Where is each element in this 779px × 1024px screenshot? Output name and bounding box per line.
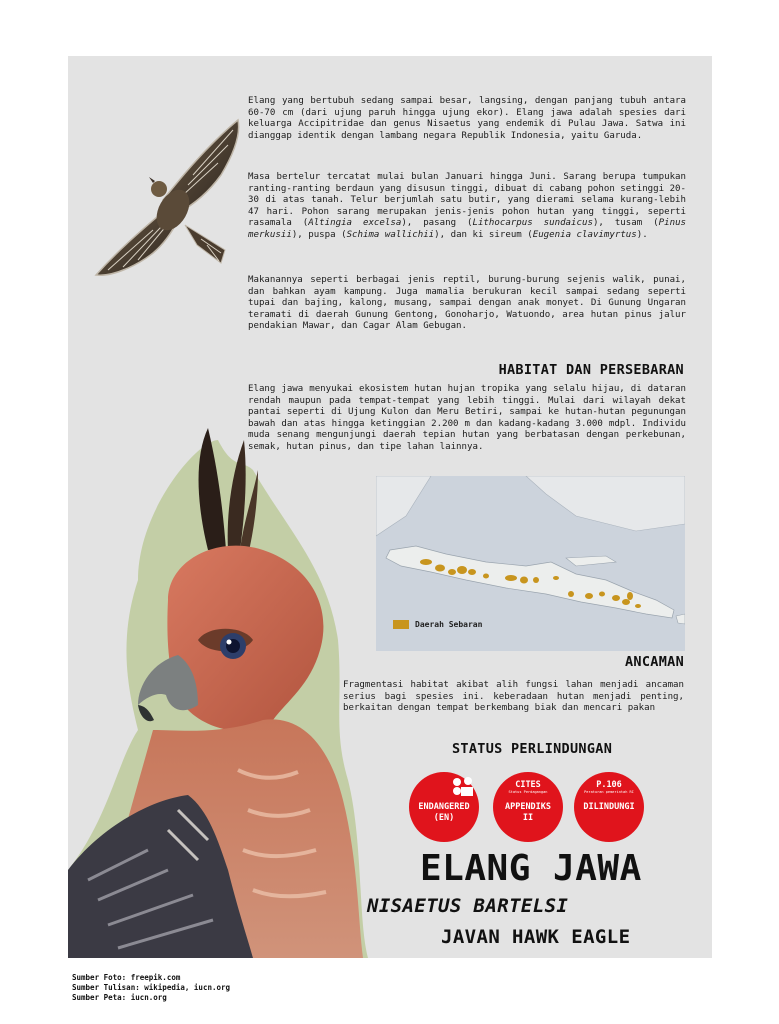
- cites-status-line-2: II: [522, 813, 534, 823]
- map-legend: [393, 620, 482, 629]
- regulation-title: P.106: [596, 780, 622, 790]
- species-name: Eugenia clavimyrtus: [532, 229, 637, 240]
- eagle-portrait-image: [58, 400, 388, 958]
- iucn-status-line-2: (EN): [433, 813, 455, 823]
- species-name: Pinus merkusii: [248, 218, 687, 240]
- intro-paragraph-breeding: [248, 172, 686, 242]
- cites-status-line-1: APPENDIKS: [504, 802, 552, 812]
- species-title: ELANG JAWA: [420, 848, 642, 889]
- regulation-subtitle: Peraturan pemerintah RI: [584, 790, 634, 794]
- text-source: Sumber Tulisan: wikipedia, iucn.org: [72, 983, 231, 992]
- breeding-text: ), puspa (: [291, 229, 347, 240]
- breeding-text: ), pasang (: [401, 218, 473, 229]
- habitat-paragraph: Elang jawa menyukai ekosistem hutan hujan tropika yang selalu hijau, di dataran rendah maupun pada tempat-tempat yang lebih tinggi. Mulai dari wilayah dekat pantai seperti di Ujung Kulon dan Meru Betiri, sampai ke hutan-hutan pegunungan bawah dan atas hingga ketinggian 2.200 m dan kadang-kadang 3.000 mdpl. Individu muda senang mengunjungi daerah tepian hutan yang berbatasan dengan perkebunan, semak, hutan pinus, dan tipe lahan lainnya.: [248, 384, 686, 452]
- threat-paragraph: Fragmentasi habitat akibat alih fungsi lahan menjadi ancaman serius bagi spesies ini. keberadaan hutan menjadi penting, berkaitan dengan tempat berkembang biak dan mencari pakan: [343, 680, 684, 714]
- species-name: Altingia excelsa: [308, 218, 402, 229]
- breeding-text: ), tusam (: [592, 218, 659, 229]
- cites-title: CITES: [515, 780, 541, 790]
- species-name: Schima wallichii: [346, 229, 435, 240]
- regulation-status-label: [574, 802, 644, 813]
- regulation-status-badge: [574, 772, 644, 842]
- breeding-text: Masa bertelur tercatat mulai bulan Januari hingga Juni. Sarang berupa tumpukan ranting-ranting berdaun yang disusun tinggi, dibuat di cabang pohon setinggi 20-30 di atas tanah. Telur berjumlah satu butir, yang dierami selama kurang-lebih 47 hari. Pohon sarang merupakan jenis-jenis pohon hutan yang tinggi, seperti rasamala (: [248, 172, 686, 229]
- legend-label: Daerah Sebaran: [415, 620, 483, 629]
- flying-eagle-image: [93, 115, 245, 280]
- scientific-name: NISAETUS BARTELSI: [367, 895, 569, 917]
- iucn-red-list-logo: [452, 776, 474, 798]
- iucn-status-line-1: ENDANGERED: [418, 802, 470, 812]
- cites-status-badge: [493, 772, 563, 842]
- cites-status-label: [493, 802, 563, 824]
- habitat-heading: HABITAT DAN PERSEBARAN: [498, 362, 684, 378]
- map-source: Sumber Peta: iucn.org: [72, 993, 167, 1002]
- species-name: Lithocarpus sundaicus: [472, 218, 593, 229]
- intro-paragraph-description: Elang yang bertubuh sedang sampai besar, langsing, dengan panjang tubuh antara 60-70 cm (dari ujung paruh hingga ujung ekor). Elang jawa adalah spesies dari keluarga Accipitridae dan genus Nisaetus yang endemik di Pulau Jawa. Satwa ini dianggap identik dengan lambang negara Republik Indonesia, yaitu Garuda.: [248, 96, 686, 141]
- iucn-status-label: [409, 802, 479, 824]
- legend-swatch: [393, 620, 409, 629]
- source-credits: [72, 973, 230, 1003]
- breeding-text: ).: [636, 229, 648, 240]
- cites-subtitle: Status Perdagangan: [508, 790, 548, 794]
- intro-paragraph-diet: Makanannya seperti berbagai jenis reptil, burung-burung sejenis walik, punai, dan bahkan ayam kampung. Juga mamalia berukuran kecil sampai sedang seperti tupai dan bajing, kalong, musang, sampai dengan anak monyet. Di Gunung Ungaran teramati di daerah Gunung Gentong, Gonoharjo, Watuondo, area hutan pinus jalur pendakian Mawar, dan Cagar Alam Gebugan.: [248, 275, 686, 332]
- photo-source: Sumber Foto: freepik.com: [72, 973, 181, 982]
- threat-heading: ANCAMAN: [625, 654, 684, 670]
- english-name: JAVAN HAWK EAGLE: [441, 926, 631, 948]
- protection-status-heading: STATUS PERLINDUNGAN: [452, 741, 613, 757]
- regulation-status-line-1: DILINDUNGI: [583, 802, 635, 812]
- breeding-text: ), dan ki sireum (: [434, 229, 533, 240]
- iucn-status-badge: [409, 772, 479, 842]
